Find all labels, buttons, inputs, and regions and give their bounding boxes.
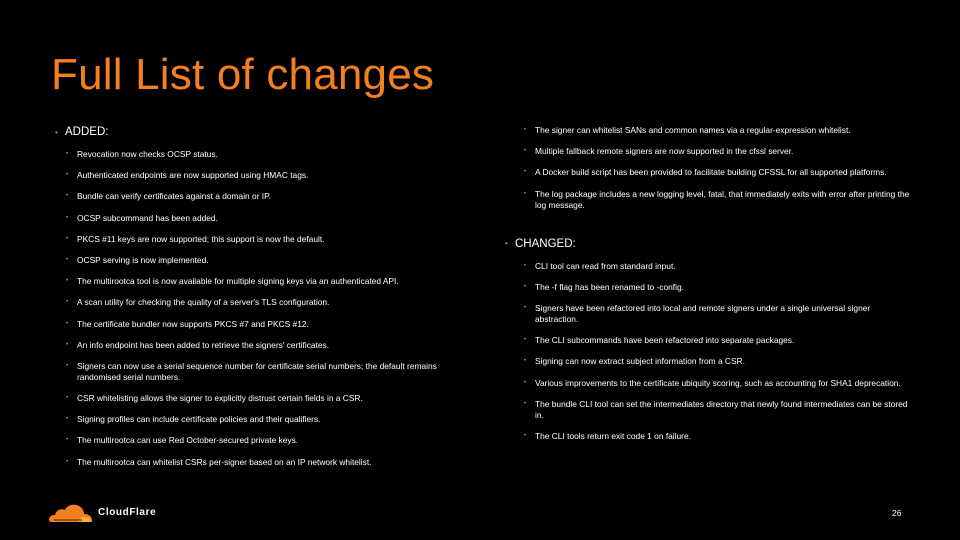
bullet-icon: •	[66, 235, 69, 242]
bullet-icon: •	[505, 239, 508, 249]
list-item	[66, 213, 455, 224]
bullet-icon: •	[66, 437, 69, 444]
list-item-text: The multirootca can use Red October-secured private keys.	[77, 435, 299, 446]
cloud-logo-icon	[48, 500, 94, 524]
list-item	[66, 234, 455, 245]
list-item	[524, 282, 910, 293]
bullet-icon: •	[524, 148, 527, 155]
bullet-icon: •	[524, 400, 527, 407]
bullet-icon: •	[524, 432, 527, 439]
list-item	[524, 399, 910, 421]
list-item	[524, 356, 910, 367]
list-item	[524, 146, 910, 157]
list-item-text: A scan utility for checking the quality of a server's TLS configuration.	[77, 297, 330, 308]
list-item	[66, 191, 455, 202]
list-item-text: The multirootca can whitelist CSRs per-signer based on an IP network whitelist.	[77, 456, 372, 467]
changed-heading-label: CHANGED:	[515, 237, 576, 250]
list-item-text: A Docker build script has been provided to facilitate building CFSSL for all supported platforms.	[535, 167, 887, 178]
bullet-icon: •	[524, 127, 527, 133]
list-item	[66, 457, 455, 468]
list-item-text: The log package includes a new logging level, fatal, that immediately exits with error after printing the log message.	[535, 188, 910, 210]
list-item	[66, 149, 455, 160]
list-item	[524, 378, 910, 389]
bullet-icon: •	[524, 379, 527, 386]
list-item-text: CSR whitelisting allows the signer to explicitly distrust certain fields in a CSR.	[77, 393, 363, 404]
list-item-text: PKCS #11 keys are now supported; this support is now the default.	[77, 233, 325, 244]
cloudflare-logo	[48, 500, 156, 524]
list-item-text: Signing profiles can include certificate policies and their qualifiers.	[77, 414, 321, 425]
list-item-text: The CLI subcommands have been refactored into separate packages.	[535, 335, 795, 346]
bullet-icon: •	[66, 214, 69, 221]
list-item	[524, 303, 910, 325]
added-heading-label: ADDED:	[65, 126, 109, 138]
bullet-icon: •	[66, 362, 69, 369]
list-item	[66, 361, 455, 383]
list-item-text: The -f flag has been renamed to -config.	[535, 281, 684, 292]
slide-title: Full List of changes	[51, 50, 435, 99]
list-item	[66, 319, 455, 330]
bullet-icon: •	[66, 458, 69, 465]
list-item	[66, 255, 455, 266]
list-item	[66, 276, 455, 287]
list-item	[524, 125, 910, 136]
list-item-text: The signer can whitelist SANs and common names via a regular-expression whitelist.	[535, 125, 851, 135]
list-item	[66, 297, 455, 308]
list-item	[66, 393, 455, 404]
list-item	[524, 431, 910, 442]
left-column	[55, 126, 455, 478]
bullet-icon: •	[524, 169, 527, 176]
bullet-icon: •	[524, 337, 527, 344]
list-item-text: The multirootca tool is now available for multiple signing keys via an authenticated API.	[77, 276, 399, 287]
list-item-text: Multiple fallback remote signers are now supported in the cfssl server.	[535, 146, 794, 157]
added-continued-list	[505, 125, 910, 211]
list-item-text: OCSP serving is now implemented.	[77, 254, 209, 265]
logo-wordmark: CloudFlare	[98, 506, 157, 518]
added-list	[55, 149, 455, 468]
list-item	[66, 414, 455, 425]
list-item-text: Signers have been refactored into local and remote signers under a single universal signer abstraction.	[535, 302, 871, 324]
bullet-icon: •	[524, 283, 527, 290]
list-item-text: Bundle can verify certificates against a domain or IP.	[77, 191, 271, 202]
bullet-icon: •	[66, 341, 69, 348]
bullet-icon: •	[524, 358, 527, 365]
bullet-icon: •	[66, 320, 69, 327]
changed-heading	[505, 238, 910, 250]
list-item-text: CLI tool can read from standard input.	[535, 260, 676, 271]
list-item	[524, 167, 910, 178]
added-heading	[55, 126, 455, 138]
list-item	[524, 261, 910, 272]
list-item-text: Revocation now checks OCSP status.	[77, 149, 218, 159]
list-item-text: Signers can now use a serial sequence number for certificate serial numbers; the default remains randomised serial numbers.	[77, 360, 437, 382]
bullet-icon: •	[524, 190, 527, 197]
bullet-icon: •	[55, 127, 58, 137]
list-item-text: OCSP subcommand has been added.	[77, 212, 218, 223]
list-item-text: The bundle CLI tool can set the intermediates directory that newly found intermediates can be stored in.	[535, 398, 908, 420]
bullet-icon: •	[66, 193, 69, 200]
list-item	[66, 170, 455, 181]
list-item-text: The certificate bundler now supports PKCS #7 and PKCS #12.	[77, 318, 309, 329]
bullet-icon: •	[524, 262, 527, 269]
list-item	[66, 435, 455, 446]
list-item	[66, 340, 455, 351]
right-column	[505, 125, 910, 452]
list-item-text: An info endpoint has been added to retrieve the signers' certificates.	[77, 339, 330, 350]
list-item	[524, 335, 910, 346]
bullet-icon: •	[524, 304, 527, 311]
bullet-icon: •	[66, 416, 69, 423]
list-item-text: The CLI tools return exit code 1 on failure.	[535, 430, 691, 441]
bullet-icon: •	[66, 172, 69, 179]
list-item-text: Signing can now extract subject information from a CSR.	[535, 356, 745, 367]
list-item	[524, 189, 910, 211]
bullet-icon: •	[66, 299, 69, 306]
changed-list	[505, 261, 910, 442]
page-number: 26	[892, 508, 902, 518]
bullet-icon: •	[66, 395, 69, 402]
bullet-icon: •	[66, 256, 69, 263]
bullet-icon: •	[66, 151, 69, 157]
list-item-text: Authenticated endpoints are now supported using HMAC tags.	[77, 170, 309, 181]
bullet-icon: •	[66, 278, 69, 285]
list-item-text: Various improvements to the certificate ubiquity scoring, such as accounting for SHA1 deprecation.	[535, 377, 901, 388]
